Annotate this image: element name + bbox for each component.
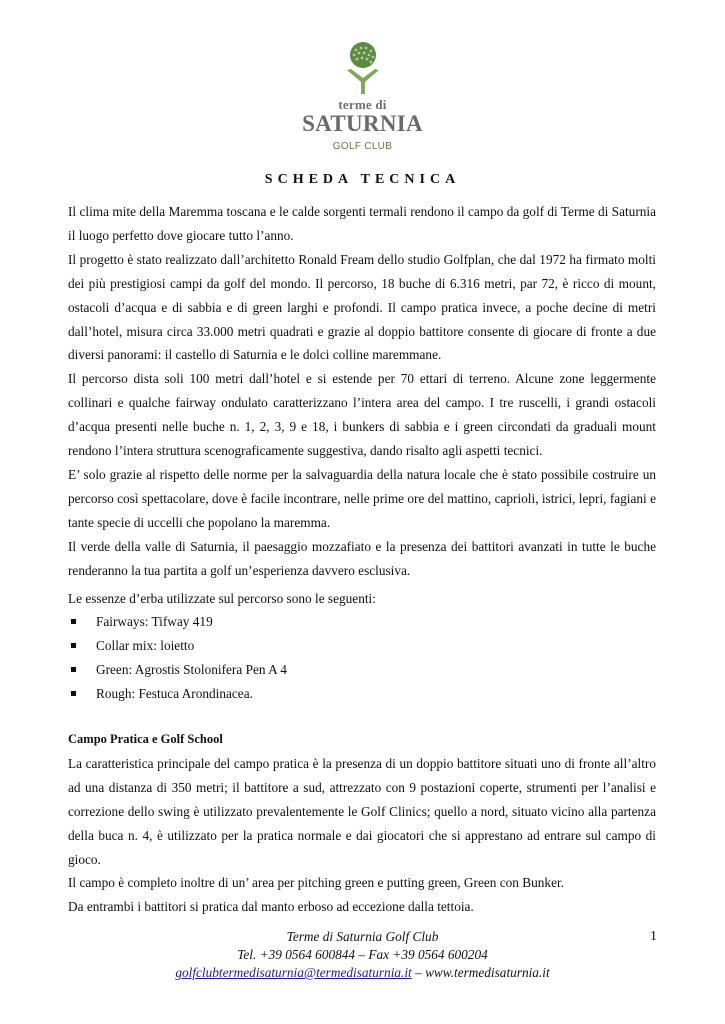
page-number: 1 (650, 929, 657, 944)
logo-terme-text: terme di (338, 97, 387, 112)
list-item (68, 610, 656, 634)
grass-list (68, 610, 656, 706)
paragraph: Il verde della valle di Saturnia, il paesaggio mozzafiato e la presenza dei battitori avanzati in tutte le buche renderanno la tua partita a golf un’esperienza davvero esclusiva. (68, 538, 656, 578)
list-item (68, 682, 656, 706)
document-title: SCHEDA TECNICA (264, 172, 461, 187)
paragraph: E’ solo grazie al rispetto delle norme per la salvaguardia della natura locale che è stato possibile costruire un percorso così spettacolare, dove è facile incontrare, nelle prime ore del mattino, caprioli, istrici, lepri, fagiani e tante specie di uccelli che popolano la maremma. (68, 466, 656, 530)
logo-brand-text: SATURNIA (302, 111, 423, 136)
footer-separator: – (411, 965, 426, 980)
page-footer (0, 928, 725, 982)
document-body (68, 200, 656, 919)
grass-intro: Le essenze d’erba utilizzate sul percorso sono le seguenti: (68, 590, 376, 606)
website-text: www.termedisaturnia.it (425, 965, 550, 980)
bullet-icon (71, 667, 76, 672)
bullet-icon (71, 691, 76, 696)
list-item-text: Fairways: Tifway 419 (96, 614, 213, 630)
list-item-text: Green: Agrostis Stolonifera Pen A 4 (96, 662, 287, 678)
list-item-text: Collar mix: loietto (96, 638, 195, 654)
section-title: Campo Pratica e Golf School (68, 732, 223, 747)
paragraph: Da entrambi i battitori si pratica dal manto erboso ad eccezione dalla tettoia. (68, 899, 474, 915)
paragraph: Il clima mite della Maremma toscana e le calde sorgenti termali rendono il campo da golf di Terme di Saturnia il luogo perfetto dove giocare tutto l’anno. (68, 204, 656, 243)
footer-contacts: Tel. +39 0564 600844 – Fax +39 0564 600204 (237, 947, 488, 962)
paragraph: La caratteristica principale del campo pratica è la presenza di un doppio battitore situati uno di fronte all’altro ad una distanza di 350 metri; il battitore a sud, attrezzato con 9 postazioni coperte, strumenti per l’analisi e correzione dello swing è utilizzato prevalentemente le Golf Clinics; quello a nord, situato vicino alla partenza della buca n. 4, è utilizzato per la pratica normale e dai giocatori che si apprestano ad entrare sul campo di gioco. (68, 755, 656, 867)
list-item-text: Rough: Festuca Arondinacea. (96, 686, 253, 702)
logo-club-text: GOLF CLUB (332, 141, 393, 152)
footer-club-name: Terme di Saturnia Golf Club (286, 929, 439, 944)
bullet-icon (71, 643, 76, 648)
logo (0, 40, 725, 152)
list-item (68, 634, 656, 658)
list-item (68, 658, 656, 682)
golf-logo-icon (341, 40, 385, 96)
paragraph: Il campo è completo inoltre di un’ area per pitching green e putting green, Green con Bunker. (68, 875, 564, 891)
bullet-icon (71, 619, 76, 624)
email-link[interactable]: golfclubtermedisaturnia@termedisaturnia.it (175, 965, 412, 980)
paragraph: Il percorso dista soli 100 metri dall’hotel e si estende per 70 ettari di terreno. Alcune zone leggermente collinari e qualche fairway ondulato caratterizzano l’intera area del campo. I tre ruscelli, i grandi ostacoli d’acqua presenti nelle buche n. 1, 2, 3, 9 e 18, i bunkers di sabbia e i green circondati da graduali mount rendono l’intera struttura scenograficamente suggestiva, dando risalto agli aspetti tecnici. (68, 371, 656, 459)
paragraph: Il progetto è stato realizzato dall’architetto Ronald Fream dello studio Golfplan, che dal 1972 ha firmato molti dei più prestigiosi campi da golf del mondo. Il percorso, 18 buche di 6.316 metri, par 72, è ricco di mount, ostacoli d’acqua e di sabbia e di green larghi e profondi. Il campo pratica invece, a poche decine di metri dall’hotel, misura circa 33.000 metri quadrati e grazie al doppio battitore consente di giocare di fronte a due diversi panorami: il castello di Saturnia e le dolci colline maremmane. (68, 251, 656, 363)
footer-links (0, 964, 725, 982)
